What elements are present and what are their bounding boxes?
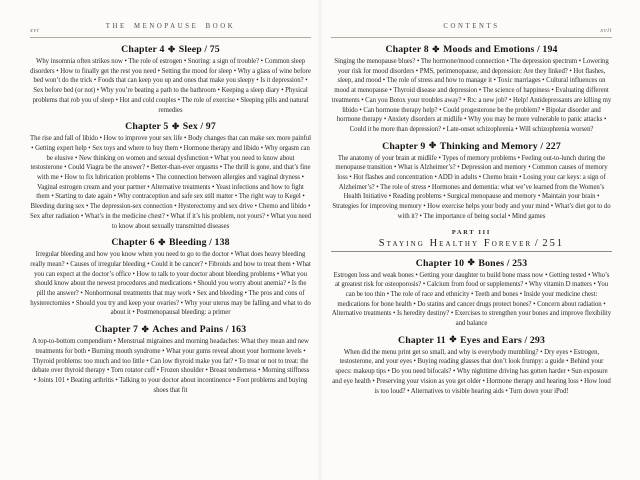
page-separator: /: [540, 140, 544, 152]
flower-ornament-icon: ✤: [141, 323, 149, 334]
chapter-section-9: [331, 141, 612, 222]
chapter-heading: [30, 121, 311, 132]
chapter-title: Sex: [182, 121, 198, 133]
chapter-heading: [30, 44, 311, 55]
chapter-topics: A top-to-bottom compendium • Menstrual migraines and morning headaches: What they mean and new treatments for both • Burning mouth syndrome • What your gums reveal about your hormone levels • Thyroid problems: too much and too little • Can low thyroid make you fat? • To treat or not to treat: the debate over thyroid therapy • Torn rotator cuff • Frozen shoulder • Breast tenderness • Morning stiffness • Joints 101 • Beating arthritis • Talking to your doctor about incontinence • Foot problems and buying shoes that fit: [31, 338, 310, 394]
running-head-book-title: THE MENOPAUSE BOOK: [105, 23, 236, 30]
chapter-section-11: [331, 335, 612, 397]
chapter-label: Chapter 8: [385, 44, 429, 55]
chapter-section-5: [30, 121, 311, 231]
left-folio: xvi: [30, 27, 40, 34]
chapter-title: Aches and Pains: [152, 324, 224, 336]
right-folio: xvii: [600, 27, 612, 34]
chapter-heading: [331, 141, 612, 152]
chapter-topics: When did the menu print get so small, and why is everybody mumbling? • Dry eyes • Estrogen, testosterone, and your eyes • Buying reading glasses that don’t look frumpy: a guide • Behind your specs: makeup tips • Do you need bifocals? • Why nighttime driving has gotten harder • Sun exposure and eye health • Preserving your vision as you get older • Hormone therapy and hearing loss • How loud is too loud? • Alternatives to visible hearing aids • Turn down your iPod!: [332, 348, 611, 395]
chapter-label: Chapter 7: [94, 324, 139, 336]
page-separator: /: [506, 257, 510, 269]
right-page-header: [331, 15, 612, 38]
flower-ornament-icon: ✤: [432, 43, 440, 54]
chapter-section-7: [30, 324, 311, 395]
page-separator: /: [524, 334, 528, 346]
chapter-title: Eyes and Ears: [460, 334, 522, 346]
part-divider: [331, 229, 612, 252]
chapter-label: Chapter 10: [415, 257, 465, 269]
chapter-label: Chapter 6: [111, 237, 155, 249]
chapter-topics: The anatomy of your brain at midlife • Types of memory problems • Feeling out-to-lunch during the menopause transition • What is Alzheimer’s? • Depression and memory • Common causes of memory loss • Hot flashes and concentration • ADD in adults • Chemo brain • Losing your car keys: a sign of Alzheimer’s? • The role of stress • Hormones and dementia: what we’ve learned from the Women’s Health Initiative • Reading problems • Surgical menopause and memory • Maintain your brain • Strategies for improving memory • How exercise helps your body and your mind • What’s diet got to do with it? • The importance of being social • Mind games: [332, 154, 611, 220]
flower-ornament-icon: ✤: [428, 140, 437, 151]
chapter-topics: The rise and fall of libido • How to improve your sex life • Body changes that can make sex more painful • Getting expert help • Sex toys and where to buy them • Hormone therapy and libido • Why orgasm can be elusive • New thinking on women and sexual dysfunction • What you need to know about testosterone • Could Viagra be the answer? • Better-than-ever orgasms • The thrill is gone, and that’s fine with me • How to fix lubrication problems • The connection between allergies and vaginal dryness • Vaginal estrogen cream and your partner • Alternative treatments • Yeast infections and how to fight them • Starting to date again • Why contraception and safe sex still matter • The right way to Kegel • Bleeding during sex • The depression-sex connection • Hysterectomy and sex drive • Chemo and libido • Sex after radiation • What’s in the medicine chest? • What if it’s his problem, not yours? • What you need to know about sexually transmitted diseases: [30, 135, 312, 230]
chapter-page-number: 75: [209, 44, 220, 55]
chapter-page-number: 194: [542, 44, 558, 55]
chapter-section-8: [331, 44, 612, 135]
flower-ornament-icon: ✤: [171, 120, 180, 131]
part-title: [331, 238, 612, 252]
chapter-heading: [331, 258, 612, 269]
flower-ornament-icon: ✤: [449, 334, 457, 345]
chapter-heading: [30, 237, 311, 248]
flower-ornament-icon: ✤: [168, 43, 176, 54]
chapter-topics: Singing the menopause blues? • The hormone/mood connection • The depression spectrum • Lowering your risk for mood disorders • PMS, perimenopause, and depression: Are they linked? • Hot flashes, sleep, and mood • The role of stress and how to manage it • Toxic marriages • Cultural influences on mood at menopause • Thyroid disease and depression • The science of happiness • Evaluating different treatments • Can you Botox your troubles away? • Rx: a new job? • Help! Antidepressants are killing my libido • Can hormone therapy help? • Could progesterone be the problem? • Bipolar disorder and hormone therapy • Anxiety disorders at midlife • Why you may be more vulnerable to panic attacks • Could it be more than depression? • Late-onset schizophrenia • Will schizophrenia worsen?: [331, 58, 612, 133]
part-title-text: Staying Healthy Forever: [378, 237, 533, 249]
chapter-topics: Why insomnia often strikes now • The role of estrogen • Snoring: a sign of trouble? • Common sleep disorders • How to finally get the rest you need • Setting the mood for sleep • Why a glass of wine before bed won’t do the trick • Foods that can keep you up and ones that make you sleepy • Is it depression? • Sex before bed (or not) • Why you’re beating a path to the bathroom • Keeping a sleep diary • Physical problems that rob you of sleep • Hot and cold couples • The role of exercise • Sleeping pills and natural remedies: [30, 58, 311, 114]
page-separator: /: [204, 44, 208, 55]
part-label: PART III: [451, 228, 492, 236]
chapter-page-number: 227: [545, 140, 561, 152]
chapter-label: Chapter 4: [121, 44, 165, 55]
chapter-page-number: 253: [512, 257, 528, 269]
running-head-contents: CONTENTS: [443, 23, 500, 30]
page-separator: /: [537, 44, 540, 55]
chapter-section-4: [30, 44, 311, 115]
page-separator: /: [209, 237, 213, 249]
chapter-heading: [331, 335, 612, 346]
chapter-page-number: 293: [529, 334, 545, 346]
chapter-title: Bones: [478, 257, 505, 269]
chapter-label: Chapter 5: [125, 121, 169, 133]
chapter-topics: Estrogen loss and weak bones • Getting your daughter to build bone mass now • Getting tested • Who’s at greatest risk for osteoporosis? • Calcium from food or supplements? • Why vitamin D matters • You can be too thin • The role of race and ethnicity • Teeth and bones • Inside your medicine chest: medications for bone health • Do statins and cancer drugs protect bones? • Concern about radiation • Alternative treatments • Is heredity destiny? • Exercises to strengthen your bones and improve flexibility and balance: [331, 271, 612, 328]
part-page-number: 251: [542, 237, 565, 249]
flower-ornament-icon: ✤: [467, 257, 475, 268]
chapter-title: Sleep: [178, 44, 202, 55]
page-separator: /: [534, 237, 540, 249]
flower-ornament-icon: ✤: [158, 236, 166, 247]
chapter-title: Moods and Emotions: [443, 44, 535, 55]
page-separator: /: [200, 121, 204, 133]
chapter-page-number: 97: [205, 121, 216, 133]
chapter-label: Chapter 11: [397, 334, 446, 346]
chapter-page-number: 163: [231, 324, 247, 336]
chapter-page-number: 138: [214, 237, 230, 249]
chapter-heading: [331, 44, 612, 55]
chapter-topics: Irregular bleeding and how you know when you need to go to the doctor • What does heavy bleeding really mean? • Causes of irregular bleeding • Could it be cancer? • Fibroids and how to treat them • What you can expect at the doctor’s office • How to talk to your doctor about bleeding problems • What you should know about the newest procedures and medications • Should you worry about anemia? • Is the pill the answer? • Nonhormonal treatments that may work • Sex and bleeding • The pros and cons of hysterectomies • Should you try and keep your ovaries? • Why your uterus may be falling and what to do about it • Postmenopausal bleeding: a primer: [30, 251, 311, 317]
chapter-label: Chapter 9: [382, 140, 426, 152]
right-page: [320, 0, 640, 480]
chapter-section-10: [331, 258, 612, 329]
chapter-section-6: [30, 237, 311, 318]
left-page-header: [30, 15, 311, 38]
chapter-title: Bleeding: [168, 237, 207, 249]
chapter-title: Thinking and Memory: [439, 140, 538, 152]
page-separator: /: [225, 324, 229, 336]
chapter-heading: [30, 324, 311, 335]
